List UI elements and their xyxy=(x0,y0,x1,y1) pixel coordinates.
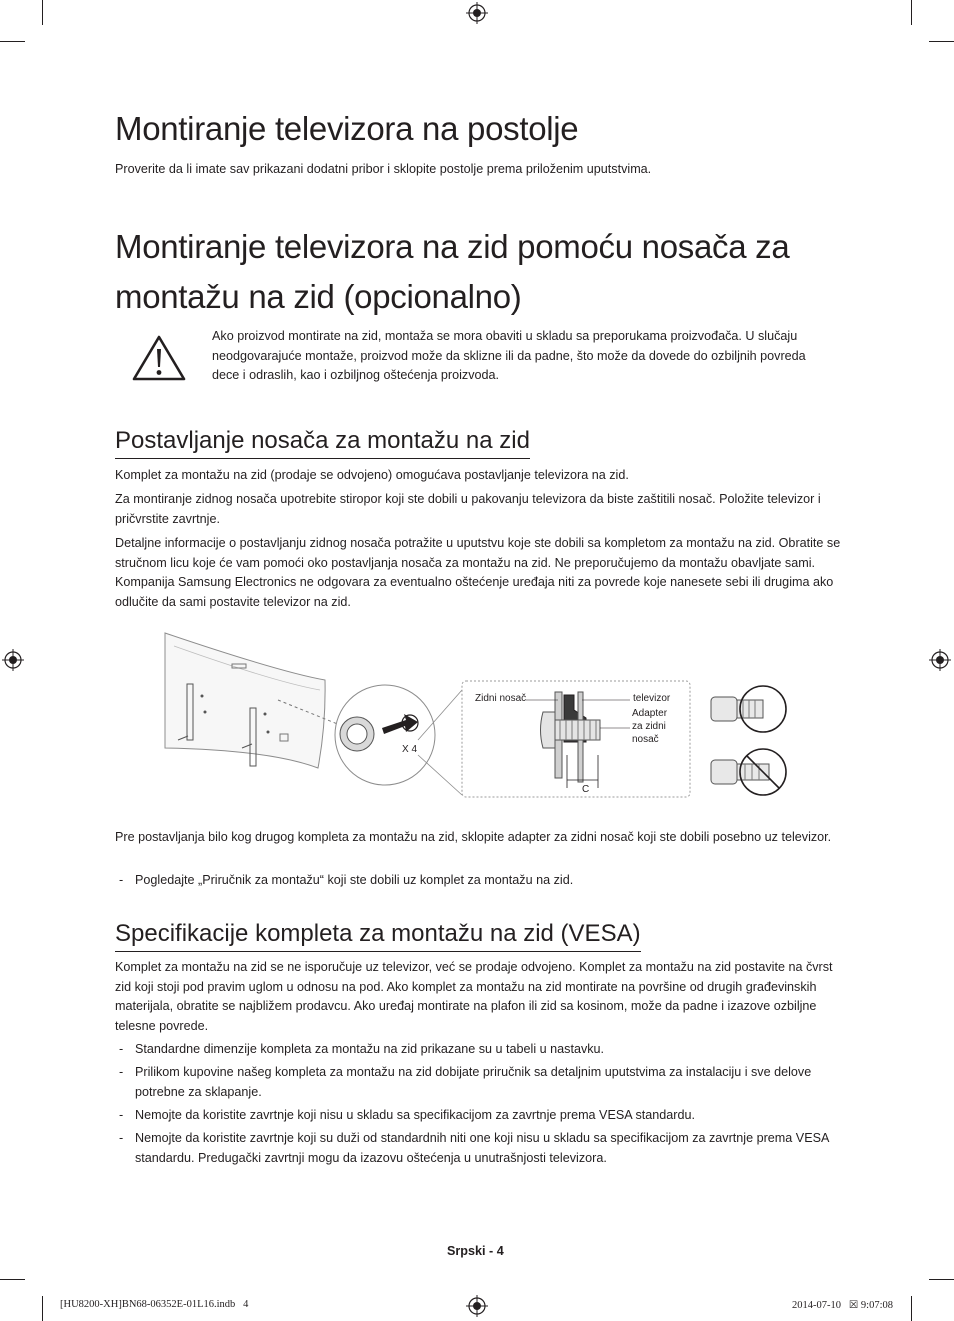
bullet-dash: - xyxy=(119,1131,124,1145)
vesa-bullet-text: Nemojte da koristite zavrtnje koji su duži od standardnih niti one koji nisu u skladu sa specifikacijom za zavrtnje prema VESA standardu. Predugački zavrtnji mogu da izazovu oštećenja u unutrašnjosti televizora. xyxy=(135,1131,829,1165)
label-tv: televizor xyxy=(633,693,671,704)
warning-text: Ako proizvod montirate na zid, montaža se mora obaviti u skladu sa preporukama proizvođača. U slučaju neodgovarajuće montaže, proizvod može da sklizne ili da padne, što može da dovede do ozbiljnih povreda dece i odraslih, kao i ozbiljnog oštećenja proizvoda. xyxy=(212,329,806,382)
bullet-dash: - xyxy=(119,873,124,887)
paragraph-adapter: Pre postavljanja bilo kog drugog kompleta za montažu na zid, sklopite adapter za zidni nosač koji ste dobili posebno uz televizor. xyxy=(115,830,832,844)
heading-vesa: Specifikacije kompleta za montažu na zid (VESA) xyxy=(115,920,641,952)
heading-stand: Montiranje televizora na postolje xyxy=(115,110,579,147)
label-wall-bracket: Zidni nosač xyxy=(475,693,527,704)
bullet-manual xyxy=(115,871,845,891)
registration-mark-icon xyxy=(466,2,488,24)
label-c: C xyxy=(582,784,590,795)
bullet-dash: - xyxy=(119,1108,124,1122)
registration-mark-icon xyxy=(929,649,951,671)
vesa-bullet xyxy=(115,1129,845,1168)
vesa-bullet xyxy=(115,1040,845,1060)
bullet-dash: - xyxy=(119,1042,124,1056)
crop-mark xyxy=(0,1279,25,1280)
vesa-bullet xyxy=(115,1106,845,1126)
wall-mount-figure xyxy=(160,630,800,805)
crop-mark xyxy=(42,1296,43,1321)
paragraph-bracket-1: Komplet za montažu na zid (prodaje se odvojeno) omogućava postavljanje televizora na zid. xyxy=(115,468,629,482)
paragraph-stand: Proverite da li imate sav prikazani dodatni pribor i sklopite postolje prema priloženim uputstvima. xyxy=(115,162,652,176)
crop-mark xyxy=(911,1296,912,1321)
label-x4: X 4 xyxy=(402,744,418,755)
registration-mark-icon xyxy=(2,649,24,671)
vesa-bullet-text: Nemojte da koristite zavrtnje koji nisu u skladu sa specifikacijom za zavrtnje prema VESA standardu. xyxy=(135,1108,695,1122)
warning-triangle-icon xyxy=(131,334,187,382)
heading-wall-mount-line2: montažu na zid (opcionalno) xyxy=(115,278,522,315)
registration-mark-icon xyxy=(466,1295,488,1317)
label-adapter-line3: nosač xyxy=(632,734,659,745)
crop-mark xyxy=(42,0,43,25)
heading-wall-mount xyxy=(115,222,789,322)
tv-back-illustration xyxy=(160,630,800,805)
heading-bracket: Postavljanje nosača za montažu na zid xyxy=(115,427,530,459)
bullet-manual-text: Pogledajte „Priručnik za montažu“ koji ste dobili uz komplet za montažu na zid. xyxy=(135,873,574,887)
footer-timestamp: 2014-07-10 ☒ 9:07:08 xyxy=(792,1300,893,1311)
vesa-bullet-text: Standardne dimenzije kompleta za montažu na zid prikazane su u tabeli u nastavku. xyxy=(135,1042,605,1056)
vesa-bullet-text: Prilikom kupovine našeg kompleta za montažu na zid dobijate priručnik sa detaljnim uputstvima za instalaciju i sve delove potrebne za sklapanje. xyxy=(135,1065,812,1099)
crop-mark xyxy=(929,1279,954,1280)
label-adapter xyxy=(632,707,667,746)
page-number: Srpski - 4 xyxy=(447,1244,504,1258)
crop-mark xyxy=(0,41,25,42)
bullet-dash: - xyxy=(119,1065,124,1079)
footer-file-name: [HU8200-XH]BN68-06352E-01L16.indb 4 xyxy=(60,1299,249,1310)
paragraph-bracket-2: Za montiranje zidnog nosača upotrebite stiropor koji ste dobili u pakovanju televizora da biste zaštitili nosač. Položite televizor i pričvrstite zavrtnje. xyxy=(115,492,821,526)
crop-mark xyxy=(929,41,954,42)
label-adapter-line1: Adapter xyxy=(632,708,668,719)
crop-mark xyxy=(911,0,912,25)
vesa-bullet xyxy=(115,1063,845,1102)
label-adapter-line2: za zidni xyxy=(632,721,666,732)
heading-wall-mount-line1: Montiranje televizora na zid pomoću nosača za xyxy=(115,228,790,265)
paragraph-bracket-3: Detaljne informacije o postavljanju zidnog nosača potražite u uputstvu koje ste dobili sa kompletom za montažu na zid. Obratite se stručnom licu koje će vam pomoći oko postavljanja nosača za montažu na zid. Ne preporučujemo da montažu obavljate sami. Kompanija Samsung Electronics ne odgovara za eventualno oštećenje uređaja niti za povrede koje nanesete sebi ili drugima ako odlučite da sami postavite televizor na zid. xyxy=(115,536,841,609)
paragraph-vesa: Komplet za montažu na zid se ne isporučuje uz televizor, već se prodaje odvojeno. Komplet za montažu na zid postavite na čvrst zid koji stoji pod pravim uglom u odnosu na pod. Ako komplet za montažu na zid montirate na površine od drugih građevinskih materijala, obratite se najbližem prodavcu. Ako uređaj montirate na plafon ili zid sa kosinom, može da padne i izazove ozbiljne telesne povrede. xyxy=(115,960,833,1033)
